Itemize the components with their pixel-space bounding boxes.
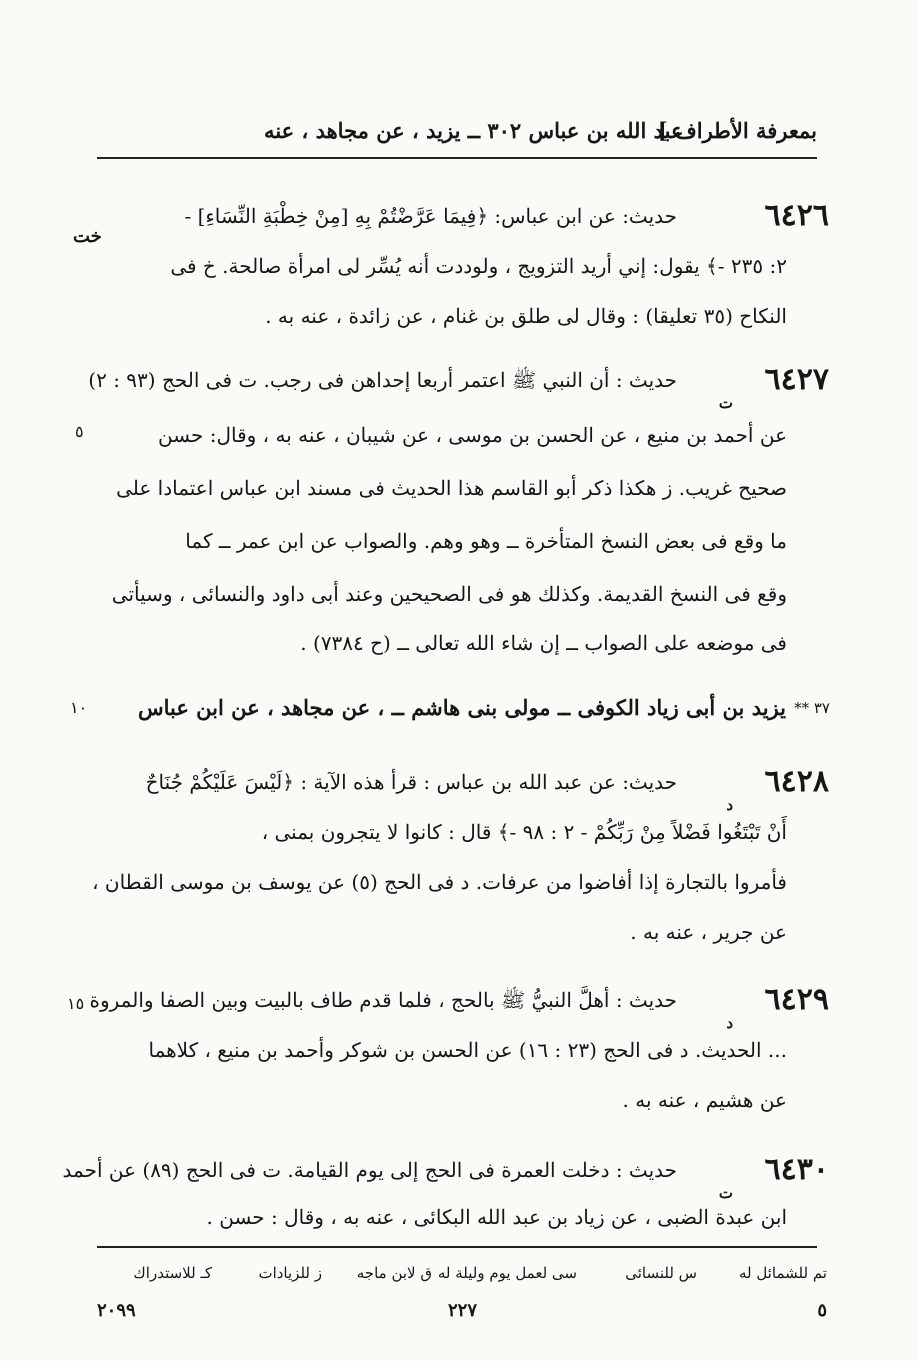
hadith-entry-6430 — [62, 1150, 829, 1250]
page-number-center: ٢٢٧ — [448, 1300, 478, 1321]
hadith-number-box — [718, 360, 829, 412]
footer-divider — [97, 1246, 817, 1248]
line-number: ٥ — [75, 422, 84, 441]
line-number: ١٠ — [70, 698, 88, 717]
hadith-entry-6427 — [75, 360, 829, 670]
legend-item: تم للشمائل له — [738, 1264, 827, 1282]
section-heading — [70, 688, 830, 728]
hadith-line: صحيح غريب. ز هكذا ذكر أبو القاسم هذا الحديث فى مسند ابن عباس اعتمادا على — [116, 476, 787, 500]
hadith-line: ما وقع فى بعض النسخ المتأخرة ــ وهو وهم. والصواب عن ابن عمر ــ كما — [185, 529, 787, 553]
hadith-number-box — [721, 980, 829, 1032]
hadith-line: أَنْ تَبْتَغُوا فَضْلاً مِنْ رَبِّكُمْ - ٢ : ٩٨ -﴾ قال : كانوا لا يتجرون بمنى ، — [261, 820, 787, 844]
hadith-entry-6426 — [73, 196, 829, 346]
hadith-number: ٦٤٢٩ — [764, 982, 829, 1017]
hadith-entry-6428 — [92, 762, 829, 962]
hadith-line: ٢: ٢٣٥ -﴾ يقول: إني أريد التزويج ، ولوددت أنه يُسِّر لى امرأة صالحة. خ فى — [170, 254, 787, 278]
page-number-right: ٥ — [817, 1300, 827, 1321]
hadith-number-box — [721, 196, 829, 236]
siglum: ت — [718, 394, 733, 412]
hadith-line: حديث : أهلَّ النبيُّ ﷺ بالحج ، فلما قدم طاف بالبيت وبين الصفا والمروة — [89, 988, 677, 1012]
siglum: د — [726, 1014, 733, 1032]
hadith-line: حديث : أن النبي ﷺ اعتمر أربعا إحداهن فى رجب. ت فى الحج (٩٣ : ٢) — [88, 368, 677, 392]
legend-item: س للنسائى — [625, 1264, 697, 1282]
hadith-line: حديث: عن ابن عباس: ﴿فِيمَا عَرَّضْتُمْ بِهِ [مِنْ خِطْبَةِ النِّسَاءِ] - — [184, 204, 677, 228]
hadith-line: عن أحمد بن منيع ، عن الحسن بن موسى ، عن شيبان ، عنه به ، وقال: حسن — [157, 423, 787, 447]
running-header — [97, 118, 817, 152]
hadith-line: فى موضعه على الصواب ــ إن شاء الله تعالى ــ (ح ٧٣٨٤) . — [300, 631, 787, 655]
section-marker: ٣٧ ** — [794, 699, 830, 717]
header-book-title: بمعرفة الأطراف ] — [657, 118, 817, 143]
siglum: د — [726, 796, 733, 814]
hadith-number: ٦٤٢٨ — [764, 764, 829, 799]
hadith-line: عن جرير ، عنه به . — [630, 920, 787, 944]
hadith-number: ٦٤٢٦ — [764, 198, 829, 233]
hadith-line: ... الحديث. د فى الحج (٢٣ : ١٦) عن الحسن بن شوكر وأحمد بن منيع ، كلاهما — [148, 1038, 787, 1062]
hadith-number-box — [721, 762, 829, 814]
hadith-line: عن هشيم ، عنه به . — [622, 1088, 787, 1112]
hadith-number: ٦٤٢٧ — [764, 362, 829, 397]
hadith-line: فأمروا بالتجارة إذا أفاضوا من عرفات. د فى الحج (٥) عن يوسف بن موسى القطان ، — [92, 870, 787, 894]
abbreviation-legend — [97, 1258, 827, 1288]
hadith-line: النكاح (٣٥ تعليقا) : وقال لى طلق بن غنام ، عن زائدة ، عنه به . — [265, 304, 787, 328]
hadith-entry-6429 — [67, 980, 829, 1130]
legend-item: كـ للاستدراك — [133, 1264, 212, 1282]
legend-item: ق لابن ماجه — [356, 1264, 432, 1282]
line-number: ١٥ — [67, 994, 85, 1013]
hadith-line: حديث : دخلت العمرة فى الحج إلى يوم القيامة. ت فى الحج (٨٩) عن أحمد — [62, 1158, 677, 1182]
siglum-margin: خت — [73, 226, 102, 247]
hadith-number: ٦٤٣٠ — [764, 1152, 829, 1187]
hadith-line: وقع فى النسخ القديمة. وكذلك هو فى الصحيحين وعند أبى داود والنسائى ، وسيأتى — [111, 582, 787, 606]
hadith-number-box — [718, 1150, 829, 1202]
page-number-left: ٢٠٩٩ — [97, 1300, 136, 1321]
header-divider — [97, 157, 817, 159]
hadith-line: ابن عبدة الضبى ، عن زياد بن عبد الله البكائى ، عنه به ، وقال : حسن . — [206, 1205, 787, 1229]
header-chapter: عبد الله بن عباس ٣٠٢ ــ يزيد ، عن مجاهد ، عنه — [264, 118, 684, 143]
section-title: يزيد بن أبى زياد الكوفى ــ مولى بنى هاشم ــ ، عن مجاهد ، عن ابن عباس — [137, 695, 786, 720]
legend-item: سى لعمل يوم وليلة له — [437, 1264, 577, 1282]
hadith-line: حديث: عن عبد الله بن عباس : قرأ هذه الآية : ﴿لَيْسَ عَلَيْكُمْ جُنَاحٌ — [145, 770, 677, 794]
legend-item: ز للزيادات — [258, 1264, 322, 1282]
siglum: ت — [718, 1184, 733, 1202]
